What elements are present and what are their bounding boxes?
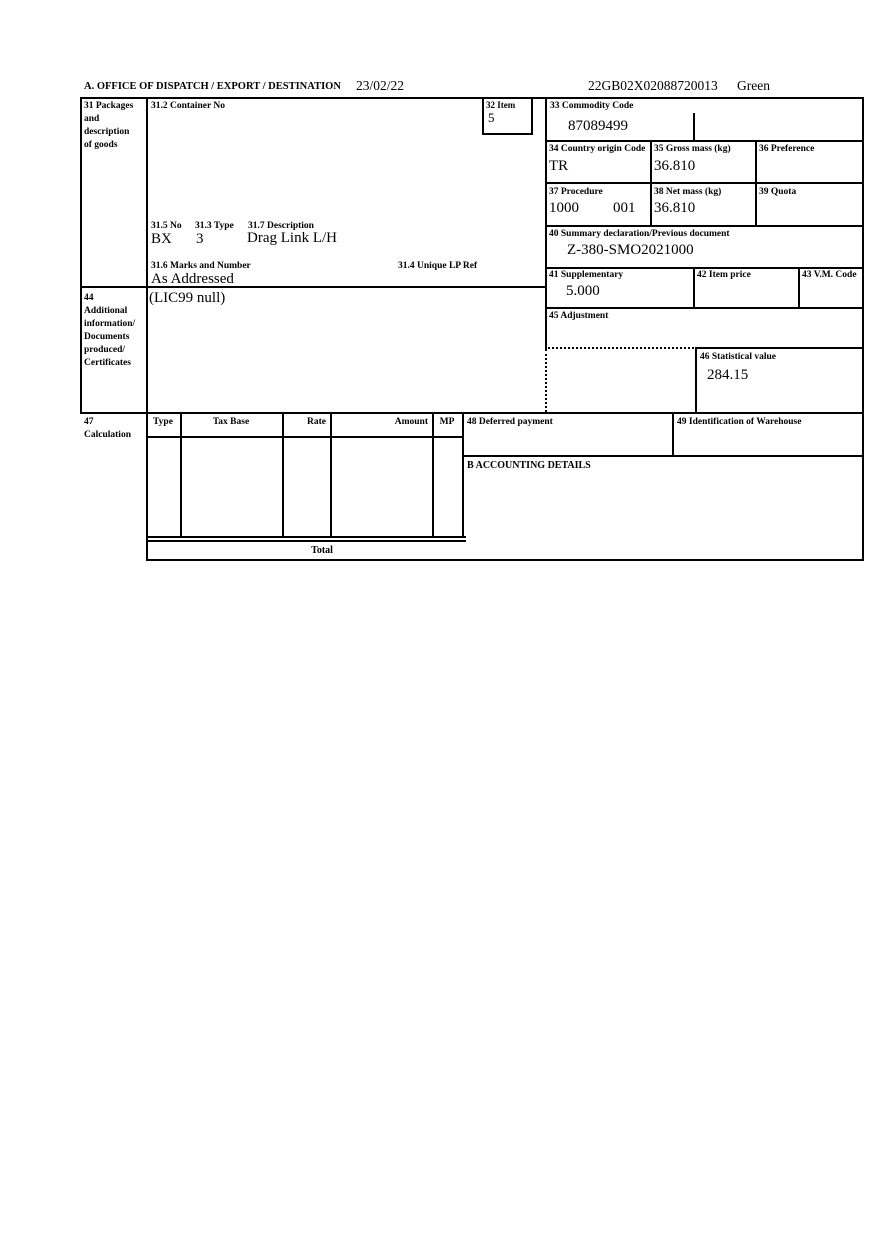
grid-line-box40-bottom — [545, 267, 864, 269]
package-no-label: 31.5 No — [151, 221, 182, 231]
grid-line-41-42-divider — [693, 267, 695, 307]
grid-line-table-body-bottom — [146, 536, 466, 538]
goods-description-label: 31.7 Description — [248, 221, 314, 231]
grid-line-box46-left — [695, 347, 697, 412]
item-number-value: 5 — [488, 110, 495, 125]
calc-total-label: Total — [311, 545, 333, 556]
grid-line-left-outer — [80, 97, 82, 414]
country-origin-value: TR — [549, 158, 569, 174]
grid-line-row34-bottom — [545, 182, 864, 184]
calc-header-tax-base: Tax Base — [212, 417, 250, 427]
grid-line-col-type-right — [180, 412, 182, 538]
grid-line-box32-bottom — [482, 133, 533, 135]
calc-header-rate: Rate — [307, 417, 326, 427]
dispatch-date: 23/02/22 — [356, 78, 405, 93]
box44-caption: 44 Additional information/ Documents produced/ Certificates — [84, 293, 136, 368]
routing-status: Green — [737, 78, 770, 93]
vm-code-label: 43 V.M. Code — [802, 270, 857, 280]
grid-line-34-35-divider — [650, 140, 652, 225]
grid-line-col-mp-right — [462, 412, 464, 538]
grid-line-col-taxbase-right — [282, 412, 284, 538]
grid-line-row37-bottom — [545, 225, 864, 227]
grid-line-total-row-top — [146, 540, 466, 542]
deferred-payment-label: 48 Deferred payment — [467, 417, 553, 427]
warehouse-id-label: 49 Identification of Warehouse — [677, 417, 802, 427]
container-no-label: 31.2 Container No — [151, 101, 225, 111]
grid-line-col-amount-right — [432, 412, 434, 538]
supplementary-value: 5.000 — [566, 283, 600, 299]
package-type-value: 3 — [196, 231, 204, 247]
grid-line-right-column-left — [545, 97, 547, 349]
statistical-value-value: 284.15 — [707, 367, 749, 383]
commodity-code-value: 87089499 — [568, 118, 628, 134]
calc-header-amount: Amount — [394, 417, 428, 427]
box47-caption: 47 Calculation — [84, 417, 131, 440]
grid-line-box32-right — [531, 97, 533, 135]
declaration-reference: 22GB02X02088720013 — [588, 78, 718, 93]
grid-line-commodity-subdivider — [693, 113, 695, 140]
additional-info-value: (LIC99 null) — [149, 290, 226, 306]
grid-line-35-36-divider — [755, 140, 757, 225]
package-no-value: BX — [151, 231, 172, 247]
commodity-code-label: 33 Commodity Code — [550, 101, 634, 111]
preference-label: 36 Preference — [759, 144, 815, 154]
grid-line-box48-bottom — [462, 455, 864, 457]
marks-and-number-label: 31.6 Marks and Number — [151, 261, 251, 271]
gross-mass-label: 35 Gross mass (kg) — [654, 144, 731, 154]
grid-line-table-header-bottom — [146, 436, 464, 438]
grid-line-main-middle — [80, 412, 864, 414]
country-origin-label: 34 Country origin Code — [549, 144, 646, 154]
box31-caption: 31 Packages and description of goods — [84, 101, 134, 150]
adjustment-label: 45 Adjustment — [549, 311, 609, 321]
net-mass-label: 38 Net mass (kg) — [654, 187, 722, 197]
item-price-label: 42 Item price — [697, 270, 751, 280]
procedure-value-2: 001 — [613, 200, 636, 216]
section-a-title: A. OFFICE OF DISPATCH / EXPORT / DESTINATION — [84, 81, 341, 92]
grid-line-48-49-divider — [672, 412, 674, 455]
procedure-label: 37 Procedure — [549, 187, 603, 197]
grid-dotted-box-top — [545, 347, 697, 349]
grid-line-right-outer — [862, 97, 864, 561]
marks-and-number-value: As Addressed — [151, 271, 234, 287]
goods-description-value: Drag Link L/H — [247, 230, 337, 246]
calc-header-mp: MP — [439, 417, 455, 427]
unique-lp-ref-label: 31.4 Unique LP Ref — [398, 261, 478, 271]
grid-line-42-43-divider — [798, 267, 800, 307]
grid-line-col-rate-right — [330, 412, 332, 538]
summary-declaration-value: Z-380-SMO2021000 — [567, 242, 694, 258]
item-number-label: 32 Item — [486, 100, 516, 110]
grid-line-box46-top — [695, 347, 864, 349]
grid-dotted-box-left — [545, 349, 547, 412]
calc-header-type: Type — [153, 417, 173, 427]
grid-line-row41-bottom — [545, 307, 864, 309]
quota-label: 39 Quota — [759, 187, 797, 197]
grid-line-form-top — [80, 97, 864, 99]
accounting-details-label: B ACCOUNTING DETAILS — [467, 460, 591, 471]
statistical-value-label: 46 Statistical value — [700, 352, 776, 362]
gross-mass-value: 36.810 — [654, 158, 696, 174]
grid-line-form-bottom — [146, 559, 864, 561]
grid-line-box33-bottom — [545, 140, 864, 142]
procedure-value-1: 1000 — [549, 200, 579, 216]
summary-declaration-label: 40 Summary declaration/Previous document — [549, 229, 730, 239]
net-mass-value: 36.810 — [654, 200, 696, 216]
grid-line-label-column — [146, 97, 148, 561]
grid-line-box32-left — [482, 97, 484, 135]
package-type-label: 31.3 Type — [195, 221, 234, 231]
supplementary-label: 41 Supplementary — [549, 270, 624, 280]
